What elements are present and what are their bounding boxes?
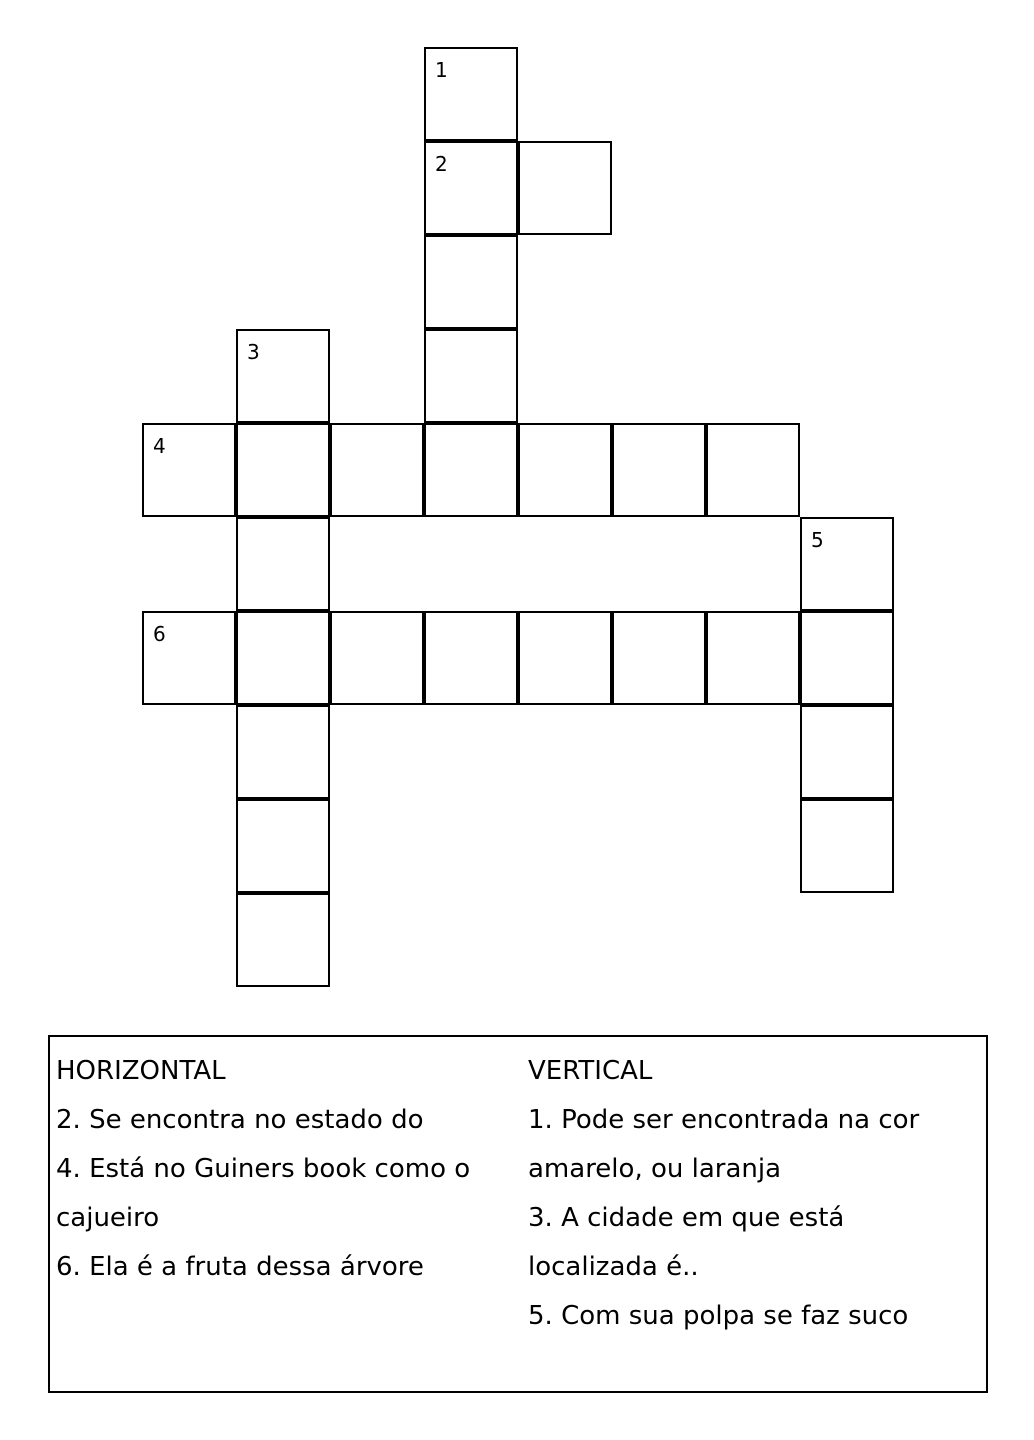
crossword-cell[interactable] [424,329,518,423]
clue-number: 2 [435,152,448,176]
crossword-cell[interactable] [236,705,330,799]
crossword-cell[interactable] [518,423,612,517]
clue-number: 3 [247,340,260,364]
crossword-cell[interactable] [518,141,612,235]
crossword-cell[interactable] [236,893,330,987]
vertical-heading: VERTICAL [528,1056,653,1086]
crossword-cell[interactable] [800,705,894,799]
horizontal-clue-line: 4. Está no Guiners book como o [56,1154,471,1184]
crossword-cell[interactable] [236,799,330,893]
crossword-cell[interactable] [330,611,424,705]
crossword-cell[interactable] [142,611,236,705]
crossword-cell[interactable] [330,423,424,517]
horizontal-heading: HORIZONTAL [56,1056,226,1086]
horizontal-clue-line: cajueiro [56,1203,160,1233]
clue-number: 1 [435,58,448,82]
clue-number: 6 [153,622,166,646]
vertical-clue-line: 3. A cidade em que está [528,1203,845,1233]
crossword-cell[interactable] [800,799,894,893]
horizontal-clues [56,1047,511,1292]
vertical-clue-line: 5. Com sua polpa se faz suco [528,1301,909,1331]
crossword-cell[interactable] [424,47,518,141]
crossword-cell[interactable] [518,611,612,705]
vertical-clues [528,1047,978,1341]
crossword-cell[interactable] [236,423,330,517]
crossword-cell[interactable] [424,235,518,329]
crossword-cell[interactable] [800,517,894,611]
clues-box [48,1035,988,1393]
crossword-cell[interactable] [706,611,800,705]
crossword-cell[interactable] [706,423,800,517]
crossword-cell[interactable] [612,423,706,517]
crossword-cell[interactable] [612,611,706,705]
crossword-cell[interactable] [424,423,518,517]
crossword-cell[interactable] [800,611,894,705]
crossword-cell[interactable] [236,329,330,423]
horizontal-clue-line: 2. Se encontra no estado do [56,1105,424,1135]
crossword-cell[interactable] [236,611,330,705]
horizontal-clue-line: 6. Ela é a fruta dessa árvore [56,1252,424,1282]
crossword-cell[interactable] [142,423,236,517]
crossword-cell[interactable] [424,141,518,235]
vertical-clue-line: amarelo, ou laranja [528,1154,782,1184]
clue-number: 5 [811,528,824,552]
vertical-clue-line: 1. Pode ser encontrada na cor [528,1105,920,1135]
vertical-clue-line: localizada é.. [528,1252,699,1282]
crossword-cell[interactable] [236,517,330,611]
crossword-cell[interactable] [424,611,518,705]
clue-number: 4 [153,434,166,458]
